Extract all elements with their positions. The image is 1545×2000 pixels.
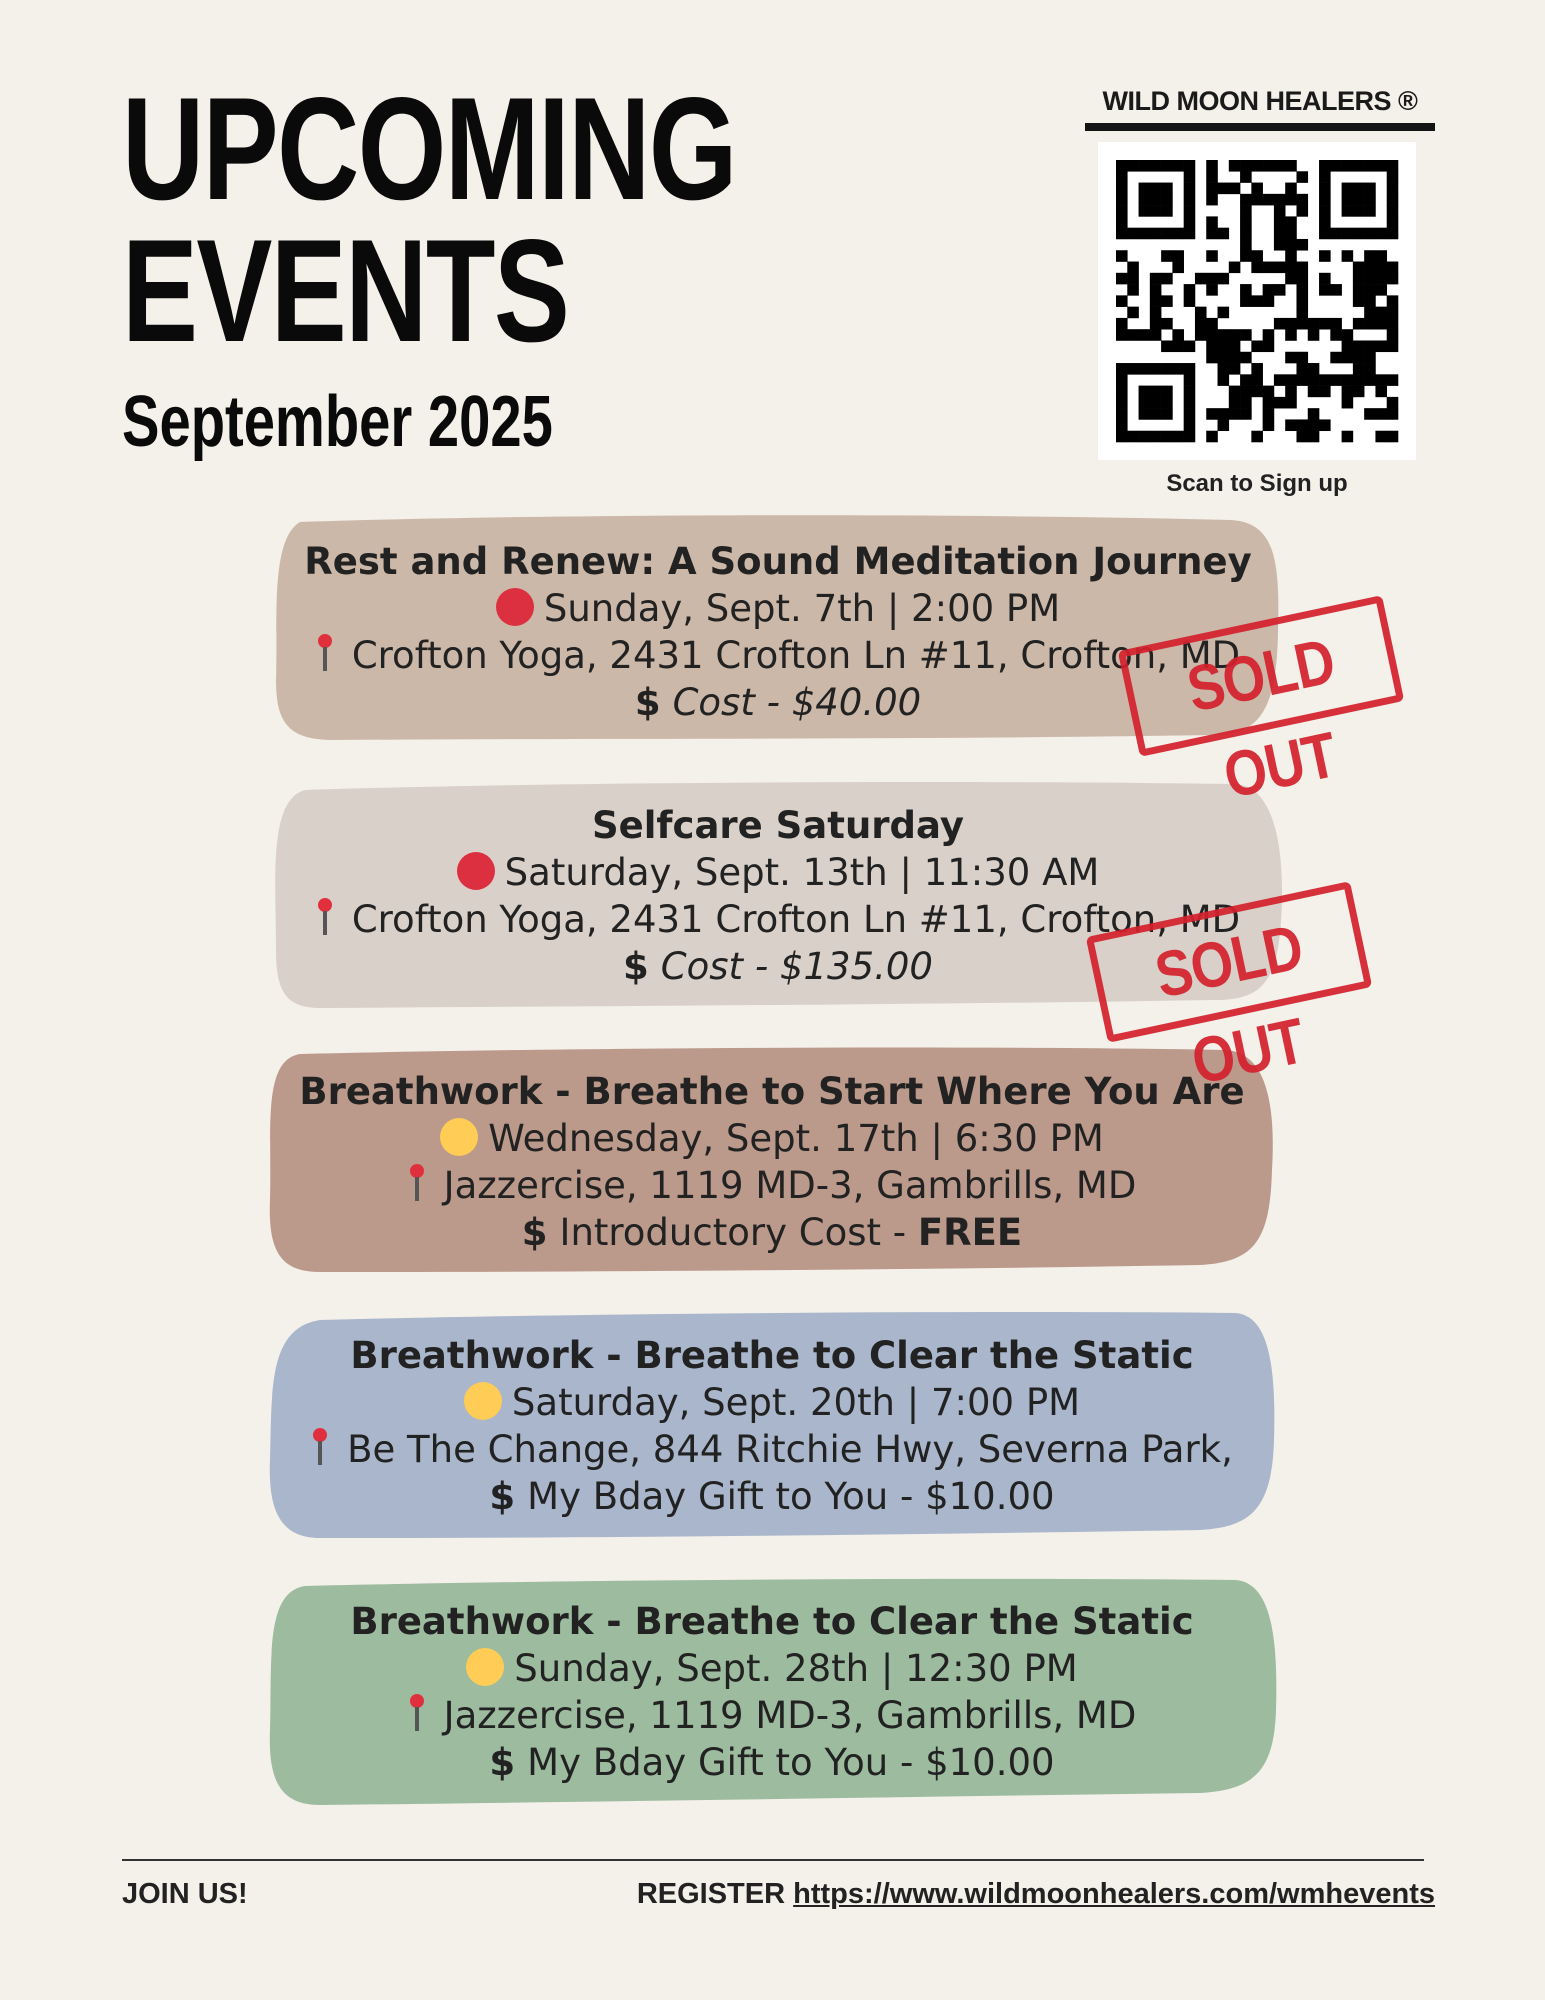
title-line-2: EVENTS — [122, 209, 569, 372]
page-subtitle: September 2025 — [122, 382, 553, 462]
event-title: Breathwork - Breathe to Clear the Static — [350, 1600, 1194, 1643]
join-us-label: JOIN US! — [122, 1878, 248, 1910]
event-cost — [272, 1473, 1272, 1520]
event-date-text: Sunday, Sept. 7th | 2:00 PM — [543, 587, 1061, 630]
dollar-sign-icon: $ — [489, 1475, 516, 1518]
dollar-sign-icon: $ — [489, 1741, 516, 1784]
footer-divider — [122, 1859, 1424, 1861]
event-location-text: Crofton Yoga, 2431 Crofton Ln #11, Crofton, MD — [351, 634, 1241, 677]
round-pushpin-icon — [316, 898, 334, 940]
round-pushpin-icon — [408, 1694, 426, 1736]
event-date — [272, 1115, 1272, 1162]
event-location-text: Jazzercise, 1119 MD-3, Gambrills, MD — [443, 1164, 1137, 1207]
event-location — [272, 1692, 1272, 1739]
circle-icon — [457, 852, 495, 890]
event-date-text: Wednesday, Sept. 17th | 6:30 PM — [488, 1117, 1104, 1160]
register-label: REGISTER — [636, 1878, 786, 1910]
dollar-sign-icon: $ — [623, 945, 649, 988]
event-location-text: Jazzercise, 1119 MD-3, Gambrills, MD — [443, 1694, 1137, 1737]
event-date — [278, 849, 1278, 896]
sold-out-stamp: SOLD OUT — [1086, 881, 1373, 1043]
event-title: Selfcare Saturday — [592, 804, 964, 847]
circle-icon — [496, 588, 534, 626]
event-cost-text: Introductory Cost - — [559, 1211, 918, 1254]
event-date-text: Saturday, Sept. 13th | 11:30 AM — [504, 851, 1100, 894]
circle-icon — [440, 1118, 478, 1156]
round-pushpin-icon — [316, 634, 334, 676]
event-cost-text: My Bday Gift to You - $10.00 — [527, 1475, 1055, 1518]
event-cost-text: My Bday Gift to You - $10.00 — [527, 1741, 1055, 1784]
title-line-1: UPCOMING — [122, 67, 736, 230]
event-card — [278, 526, 1278, 738]
event-date-text: Sunday, Sept. 28th | 12:30 PM — [514, 1647, 1078, 1690]
brand-name: WILD MOON HEALERS ® — [1085, 86, 1435, 131]
circle-icon — [464, 1382, 502, 1420]
dollar-sign-icon: $ — [634, 681, 661, 724]
event-card — [272, 1320, 1272, 1532]
event-cost-text: Cost - $135.00 — [660, 945, 933, 988]
event-location-text: Be The Change, 844 Ritchie Hwy, Severna Park, — [347, 1428, 1233, 1471]
event-title: Breathwork - Breathe to Clear the Static — [350, 1334, 1194, 1377]
register-link[interactable]: https://www.wildmoonhealers.com/wmhevents — [793, 1878, 1435, 1910]
event-date-text: Saturday, Sept. 20th | 7:00 PM — [511, 1381, 1081, 1424]
round-pushpin-icon — [408, 1164, 426, 1206]
register-line — [637, 1878, 1435, 1911]
scan-label: Scan to Sign up — [1166, 470, 1348, 497]
event-date — [278, 585, 1278, 632]
event-card — [272, 1586, 1272, 1798]
event-title: Rest and Renew: A Sound Meditation Journey — [304, 540, 1252, 583]
event-date — [272, 1379, 1272, 1426]
sold-out-stamp: SOLD OUT — [1118, 595, 1405, 757]
event-cost — [272, 1739, 1272, 1786]
dollar-sign-icon: $ — [521, 1211, 548, 1254]
event-location — [272, 1162, 1272, 1209]
event-title: Breathwork - Breathe to Start Where You Are — [299, 1070, 1245, 1113]
circle-icon — [466, 1648, 504, 1686]
event-cost-free: FREE — [917, 1211, 1023, 1254]
round-pushpin-icon — [311, 1428, 329, 1470]
event-location — [272, 1426, 1272, 1473]
event-cost — [272, 1209, 1272, 1256]
event-card — [272, 1056, 1272, 1268]
event-date — [272, 1645, 1272, 1692]
event-location-text: Crofton Yoga, 2431 Crofton Ln #11, Crofton, MD — [351, 898, 1241, 941]
event-cost-text: Cost - $40.00 — [672, 681, 922, 724]
